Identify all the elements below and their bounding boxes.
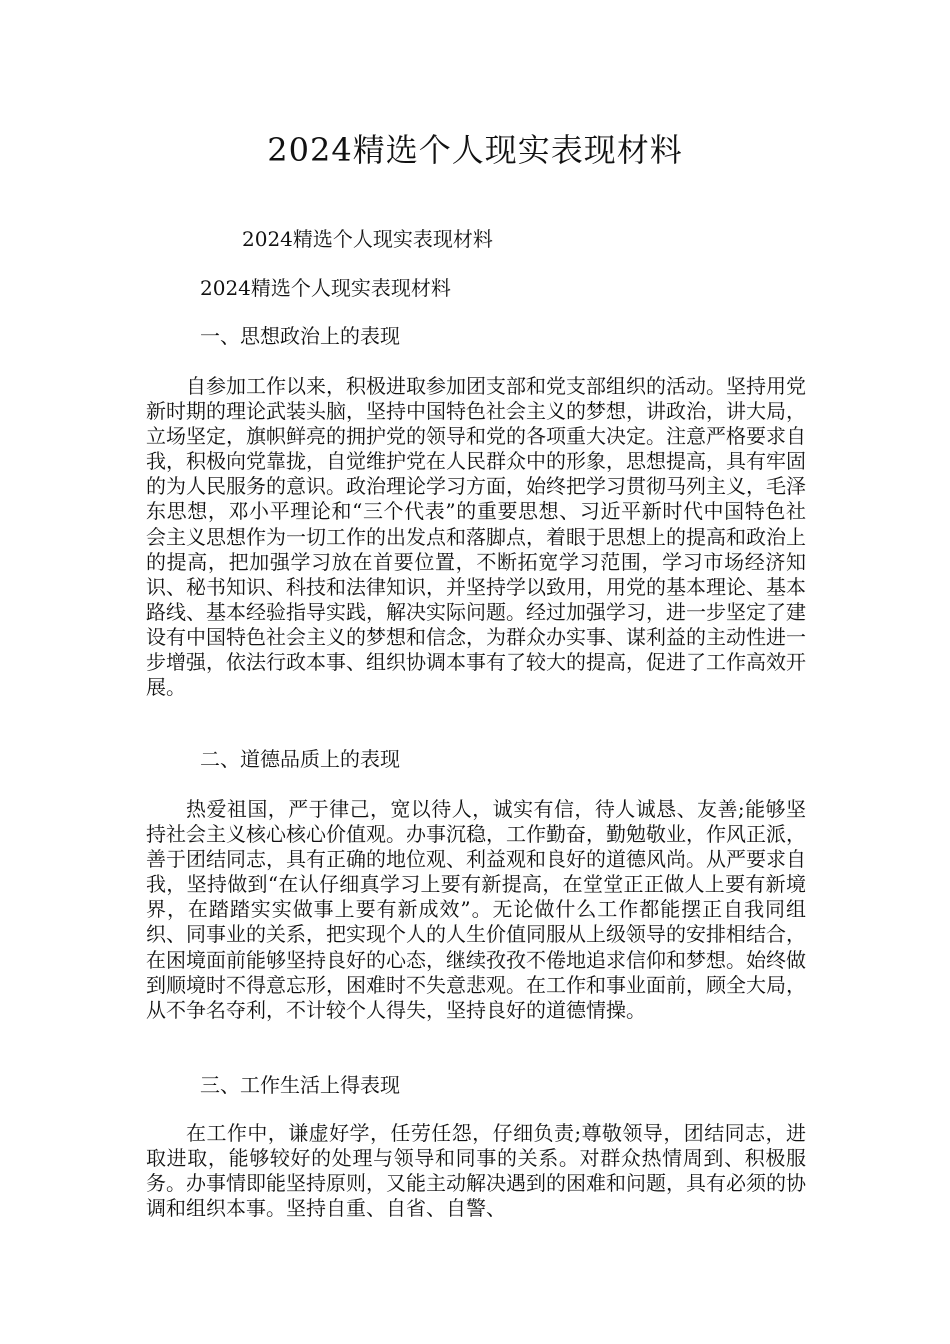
section-body-moral: 热爱祖国，严于律己，宽以待人，诚实有信，待人诚恳、友善;能够坚持社会主义核心核心价值观。办事沉稳，工作勤奋，勤勉敬业，作风正派，善于团结同志，具有正确的地位观、利益观和良好的道德风尚。从严要求自我，坚持做到“在认仔细真学习上要有新提高，在堂堂正正做人上要有新境界，在踏踏实实做事上要有新成效”。无论做什么工作都能摆正自我同组织、同事业的关系，把实现个人的人生价值同服从上级领导的安排相结合，在困境面前能够坚持良好的心态，继续孜孜不倦地追求信仰和梦想。始终做到顺境时不得意忘形，困难时不失意悲观。在工作和事业面前，顾全大局，从不争名夺利，不计较个人得失，坚持良好的道德情操。 [146,797,806,1022]
document-title: 2024精选个人现实表现材料 [267,131,683,169]
document-subtitle-repeat: 2024精选个人现实表现材料 [200,276,451,300]
document-subtitle: 2024精选个人现实表现材料 [242,227,493,251]
section-heading-work-life: 三、工作生活上得表现 [200,1073,400,1097]
section-body-work-life: 在工作中，谦虚好学，任劳任怨，仔细负责;尊敬领导，团结同志，进取进取，能够较好的处理与领导和同事的关系。对群众热情周到、积极服务。办事情即能坚持原则，又能主动解决遇到的困难和问题，具有必须的协调和组织本事。坚持自重、自省、自警、 [146,1121,806,1221]
section-heading-political: 一、思想政治上的表现 [200,324,400,348]
section-body-political: 自参加工作以来，积极进取参加团支部和党支部组织的活动。坚持用党新时期的理论武装头脑，坚持中国特色社会主义的梦想，讲政治，讲大局，立场坚定，旗帜鲜亮的拥护党的领导和党的各项重大决定。注意严格要求自我，积极向党靠拢，自觉维护党在人民群众中的形象，思想提高，具有牢固的为人民服务的意识。政治理论学习方面，始终把学习贯彻马列主义，毛泽东思想，邓小平理论和“三个代表”的重要思想、习近平新时代中国特色社会主义思想作为一切工作的出发点和落脚点，着眼于思想上的提高和政治上的提高，把加强学习放在首要位置，不断拓宽学习范围，学习市场经济知识、秘书知识、科技和法律知识，并坚持学以致用，用党的基本理论、基本路线、基本经验指导实践，解决实际问题。经过加强学习，进一步坚定了建设有中国特色社会主义的梦想和信念，为群众办实事、谋利益的主动性进一步增强，依法行政本事、组织协调本事有了较大的提高，促进了工作高效开展。 [146,374,806,700]
section-heading-moral: 二、道德品质上的表现 [200,747,400,771]
